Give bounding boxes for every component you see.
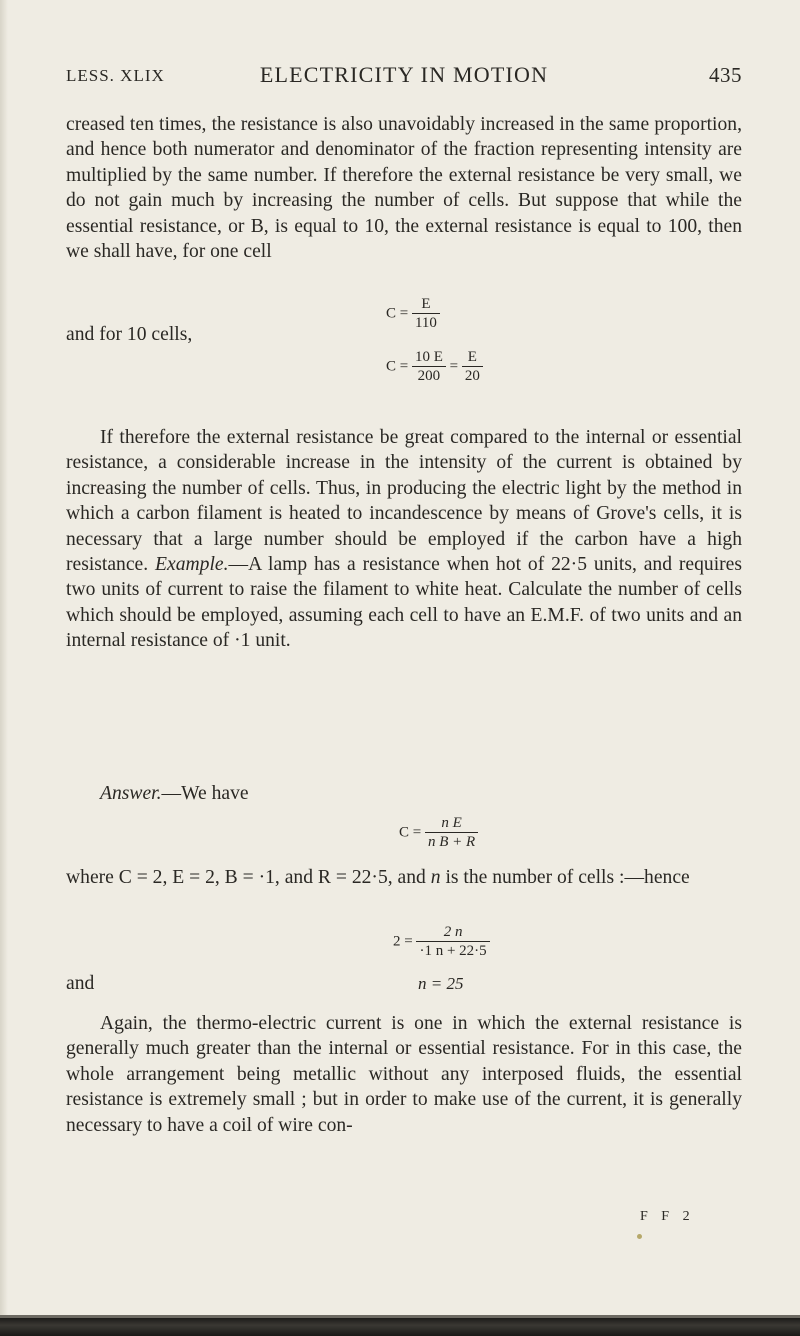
equals-sign: = (449, 358, 459, 375)
formula-lhs: C = (386, 358, 409, 375)
chapter-title: ELECTRICITY IN MOTION (259, 62, 549, 87)
variable-n: n (430, 867, 441, 888)
paragraph-thermo-electric: Again, the thermo-electric current is one in which the external resistance is generally much greater than the internal or essential resistance. For in this case, the whole arrangement being metallic without any interposed fluids, the essential resistance is extremely small ; but in order to make use of the current, it is generally necessary to have a coil of wire con- (66, 1013, 742, 1136)
page-bottom-edge (0, 1318, 800, 1336)
fraction (462, 349, 483, 385)
numerator: n E (441, 815, 462, 831)
fraction (416, 924, 489, 960)
numerator: 2 n (443, 924, 463, 940)
formula-lhs: C = (399, 824, 422, 841)
paragraph-continuation: creased ten times, the resistance is also unavoidably increased in the same proportion, and hence both numerator and denominator of the fraction representing intensity are multiplied by the same number. If therefore the external resistance be very small, we do not gain much by increasing the number of cells. But suppose that while the essential resistance, or B, is equal to 10, the external resistance is equal to 100, then we shall have, for one cell (66, 114, 742, 263)
formula-solve (393, 924, 490, 960)
denominator: 110 (412, 313, 440, 332)
and-label: and (66, 973, 95, 994)
numerator: E (421, 296, 431, 312)
paragraph-external-resistance (66, 425, 742, 654)
where-text: where C = 2, E = 2, B = ·1, and R = 22·5, and (66, 867, 426, 888)
fraction (425, 815, 478, 851)
signature-mark: F F 2 (640, 1209, 695, 1224)
fraction (412, 349, 446, 385)
formula-lhs: 2 = (393, 933, 413, 950)
example-label: Example. (155, 554, 229, 576)
page-edge-line (0, 1315, 800, 1318)
lesson-label: LESS. XLIX (66, 66, 165, 85)
formula-result: n = 25 (418, 974, 464, 993)
fraction (412, 296, 440, 332)
running-head (66, 62, 742, 92)
text-for-ten-cells: and for 10 cells, (66, 324, 193, 345)
where-text-end: is the number of cells :—hence (445, 867, 690, 888)
denominator: 200 (412, 366, 446, 385)
formula-ten-cells (386, 349, 483, 385)
paragraph-where (66, 865, 742, 890)
numerator: 10 E (414, 349, 443, 365)
page-number: 435 (709, 63, 742, 87)
example-text: —A lamp has a resistance when hot of 22·5 units, and requires two units of current to raise the filament to white heat. Calculate the number of cells which should be employed, assuming each cell to have an E.M.F. of two units and an internal resistance of ·1 unit. (66, 554, 742, 652)
denominator: n B + R (425, 832, 478, 851)
formula-lhs: C = (386, 305, 409, 322)
paragraph-text: If therefore the external resistance be great compared to the internal or essential resistance, a considerable increase in the intensity of the current is obtained by increasing the number of cells. Thus, in producing the electric light by the method in which a carbon filament is heated to incandescence by means of Grove's cells, it is necessary that a large number should be employed if the carbon have a high resistance. (66, 427, 742, 576)
page-gutter-shadow (0, 0, 8, 1336)
formula-current (399, 815, 478, 851)
denominator: ·1 n + 22·5 (416, 941, 489, 960)
answer-label: Answer. (100, 783, 162, 804)
numerator: E (467, 349, 477, 365)
denominator: 20 (462, 366, 483, 385)
answer-text: —We have (161, 783, 249, 804)
answer-line (100, 781, 249, 806)
formula-one-cell (386, 296, 440, 332)
ink-spot (637, 1234, 642, 1239)
